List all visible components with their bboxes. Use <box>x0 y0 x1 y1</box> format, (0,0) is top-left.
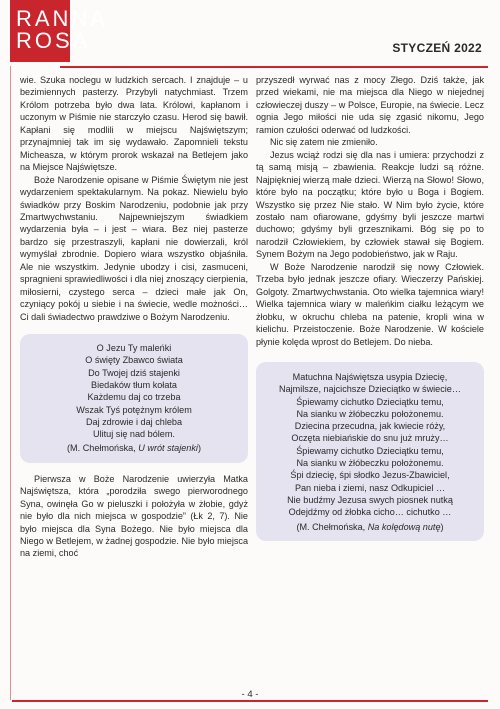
paragraph: Boże Narodzenie opisane w Piśmie Świętym nie jest wydarzeniem spektakularnym. Na pokaz. Niewielu było świadków przy Boskim Narodzeniu, podobnie jak przy Zmartwychwstaniu. Najpewniejszym świadkiem wydarzenia była – i jest – wiara. Bez niej pasterze bardzo się przestraszyli, kapłani nie dowierzali, król wymyślał zbrodnie. Dopiero wiara wszystko objaśniła. Ale nie wszystkim. Jedynie ubodzy i cisi, zasmuceni, spragnieni sprawiedliwości i dla niej znoszący cierpienia, miłosierni, czystego serca – dzieci małe jak On, czyniący pokój u siebie i na świecie, wedle możności… Ci dali świadectwo prawdziwe o Bożym Narodzeniu. <box>20 174 248 322</box>
paragraph: Jezus wciąż rodzi się dla nas i umiera: przychodzi z tą samą misją – zbawienia. Reakcje ludzi są różne. Najpiękniej wierzą małe dzieci. Wierzą na Słowo! Słowo, które było na początku; które było u Boga i Bogiem. Wszystko się przez Nie stało. W Nim było życie, które zostało nam ofiarowane, gdyśmy byli jeszcze martwi duchowo; gdyśmy byli grzesznikami. Bóg się po to narodził Człowiekiem, by człowiek stawał się Bogiem. Synem Bożym na Jego podobieństwo, jak w Raju. <box>256 149 484 260</box>
carol-signature: (M. Chełmońska, Na kolędową nutę) <box>296 521 444 532</box>
carol-line: Wszak Tyś potężnym królem <box>76 404 192 415</box>
carol-line: Dziecina przecudna, jak kwiecie róży, <box>294 421 446 432</box>
paragraph: Nic się zatem nie zmieniło. <box>270 137 378 148</box>
right-column <box>256 74 484 551</box>
carol-line: O święty Zbawco świata <box>85 355 183 366</box>
carol-line: Każdemu daj co trzeba <box>87 392 181 403</box>
carol-line: Biedaków tłum kołata <box>91 379 177 390</box>
carol-line: Oczęta niebiańskie do snu już mruży… <box>291 433 449 444</box>
paragraph: wie. Szuka noclegu w ludzkich sercach. I znajduje – u bezimiennych pasterzy. Przybyli natychmiast. Trzem Królom potrzeba było dwa lata. Królowi, kapłanom i uczonym w Piśmie nie starczyło czasu. Herod się bawił. Kapłani się modlili w miejscu Najświętszym; przynajmniej tak im się wydawało. Zapomnieli tekstu Micheasza, w którym prorok wskazał na Betlejem jako na Miejsce Najświętsze. <box>20 75 248 173</box>
carol-title: Na kolędową nutę <box>367 521 441 532</box>
issue-date: STYCZEŃ 2022 <box>392 41 482 55</box>
carol-line: Do Twojej dziś stajenki <box>88 367 180 378</box>
header-rule <box>60 66 488 68</box>
carol-title: U wrót stajenki <box>138 443 198 454</box>
carol-line: Pan nieba i ziemi, nasz Odkupiciel … <box>294 482 446 493</box>
carol-line: Śpiewamy cichutko Dzieciątku temu, <box>296 445 444 456</box>
carol-line: Śpi dziecię, śpi słodko Jezus-Zbawiciel, <box>290 470 450 481</box>
carol-line: Nie budźmy Jezusa swych piosnek nutką <box>287 494 453 505</box>
logo-line-1: RANNA <box>16 6 109 31</box>
carol-line: Ulituj się nad bólem. <box>93 429 175 440</box>
carol-line: Śpiewamy cichutko Dzieciątku temu, <box>296 396 444 407</box>
paragraph: przyszedł wyrwać nas z mocy Złego. Dziś także, jak przed wiekami, nie ma miejsca dla Niego w niejednej człowieczej duszy – w Polsce, Europie, na świecie. Lecz ognia Jego miłości nie uda się zgasić nikomu, Jego ramion czułości oderwać od ludzkości. <box>256 75 484 135</box>
carol-line: Na sianku w żłóbeczku położonemu. <box>296 458 444 469</box>
paragraph: W Boże Narodzenie narodził się nowy Człowiek. Trzeba było jednak jeszcze ofiary. Wieczerzy Pańskiej. Golgoty. Zmartwychwstania. Oto wielka tajemnica wiary! Wielka tajemnica wiary w maleńkim ciałku leżącym we żłobku, w okruchu chleba na patenie, kropli wina w kielichu. Przeistoczenie. Boże Narodzenie. W kościele płynie kolęda wprost do Betlejem. Do nieba. <box>256 261 484 347</box>
carol-line: O Jezu Ty maleńki <box>96 343 172 354</box>
carol-line: Matuchna Najświętsza usypia Dziecię, <box>292 371 448 382</box>
carol-line: Odejdźmy od żłobka cicho… cichutko … <box>288 507 452 518</box>
carol-box <box>256 362 484 541</box>
footer-rule <box>12 700 488 702</box>
paragraph: Pierwsza w Boże Narodzenie uwierzyła Matka Najświętsza, która „porodziła swego pierworodnego Syna, owinęła Go w pieluszki i położyła w żłobie, gdyż nie było dla nich miejsca w gospodzie” (Łk 2, 7). Nie było miejsca dla Syna Bożego. Nie było miejsca dla Niego w Betlejem, w żadnej gospodzie. Nie było miejsca na ziemi, choć <box>20 473 248 559</box>
carol-signature: (M. Chełmońska, U wrót stajenki) <box>67 443 201 454</box>
logo-line-2: ROSA <box>16 28 91 53</box>
carol-line: Daj zdrowie i daj chleba <box>85 416 183 427</box>
magazine-logo <box>10 0 109 62</box>
carol-line: Najmilsze, najcichsze Dzieciątko w świecie… <box>279 384 461 395</box>
page-number: - 4 - <box>241 689 259 700</box>
margin-rule <box>10 66 11 700</box>
carol-line: Na sianku w żłóbeczku położonemu. <box>296 408 444 419</box>
carol-box <box>20 334 248 463</box>
left-column <box>20 74 248 560</box>
